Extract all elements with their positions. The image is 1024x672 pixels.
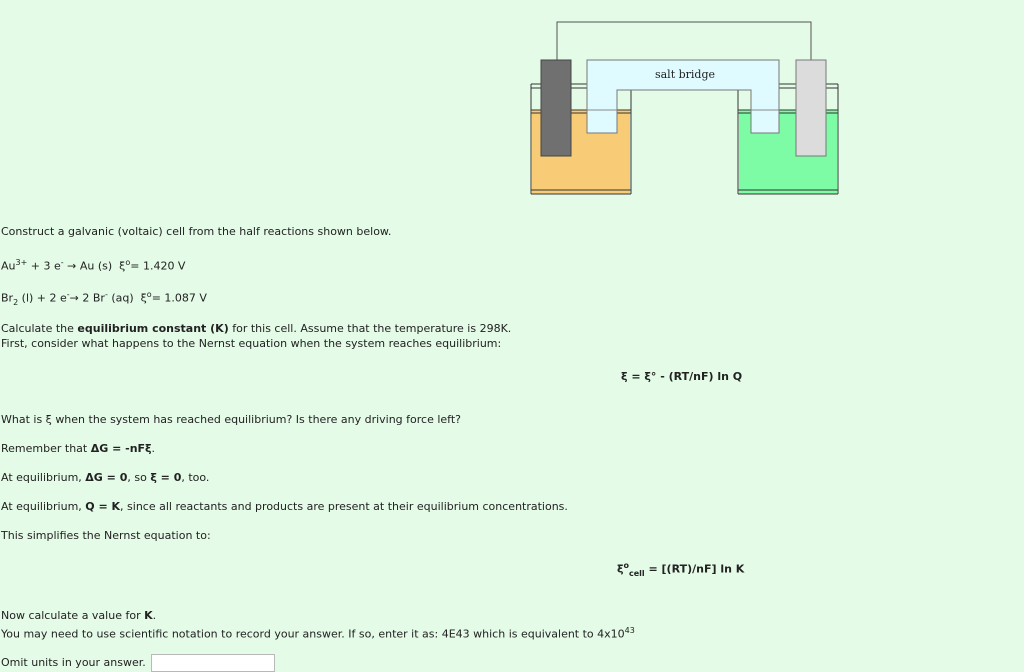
simplified-nernst-equation: $\xi^o_{cell} = [(RT)/nF]$ ln K (617, 561, 745, 578)
answer-input[interactable] (151, 654, 275, 672)
half-reaction-gold: $Au^{3+} + 3$ e- → Au (s) $\xi^o= 1.420$ V (1, 258, 186, 273)
first-consider-text: First, consider what happens to the Nernst equation when the system reaches equilibrium: (1, 337, 502, 350)
question-text: Calculate the equilibrium constant (K) for this cell. Assume that the temperature is 298K. (1, 322, 512, 335)
equilibrium-delta-g-text: At equilibrium, ΔG = 0, so ξ = 0, too. (1, 471, 210, 484)
what-is-question: What is ξ when the system has reached equilibrium? Is there any driving force left? (1, 413, 462, 426)
half-reaction-bromine: $Br_2$ (l) + 2 e-→ 2 Br- (aq) $\xi^o= 1.087$ V (1, 290, 207, 307)
omit-units-text: Omit units in your answer. (1, 656, 146, 669)
remember-text: Remember that ΔG = -nFξ. (1, 442, 156, 455)
simplifies-text: This simplifies the Nernst equation to: (1, 529, 211, 542)
scientific-notation-text: You may need to use scientific notation to record your answer. If so, enter it as: 4E43 which is equivalent to $4x10^{43}$ (1, 626, 635, 641)
intro-text: Construct a galvanic (voltaic) cell from the half reactions shown below. (1, 225, 392, 238)
nernst-equation: ξ = ξ° - (RT/nF) ln Q (621, 370, 743, 383)
left-electrode (541, 60, 571, 156)
equilibrium-q-k-text: At equilibrium, Q = K, since all reactants and products are present at their equilibrium concentrations. (1, 500, 568, 513)
external-wire (557, 22, 811, 60)
galvanic-cell-diagram (525, 18, 845, 200)
salt-bridge-label: salt bridge (654, 68, 716, 81)
right-electrode (796, 60, 826, 156)
now-calculate-text: Now calculate a value for K. (1, 609, 157, 622)
